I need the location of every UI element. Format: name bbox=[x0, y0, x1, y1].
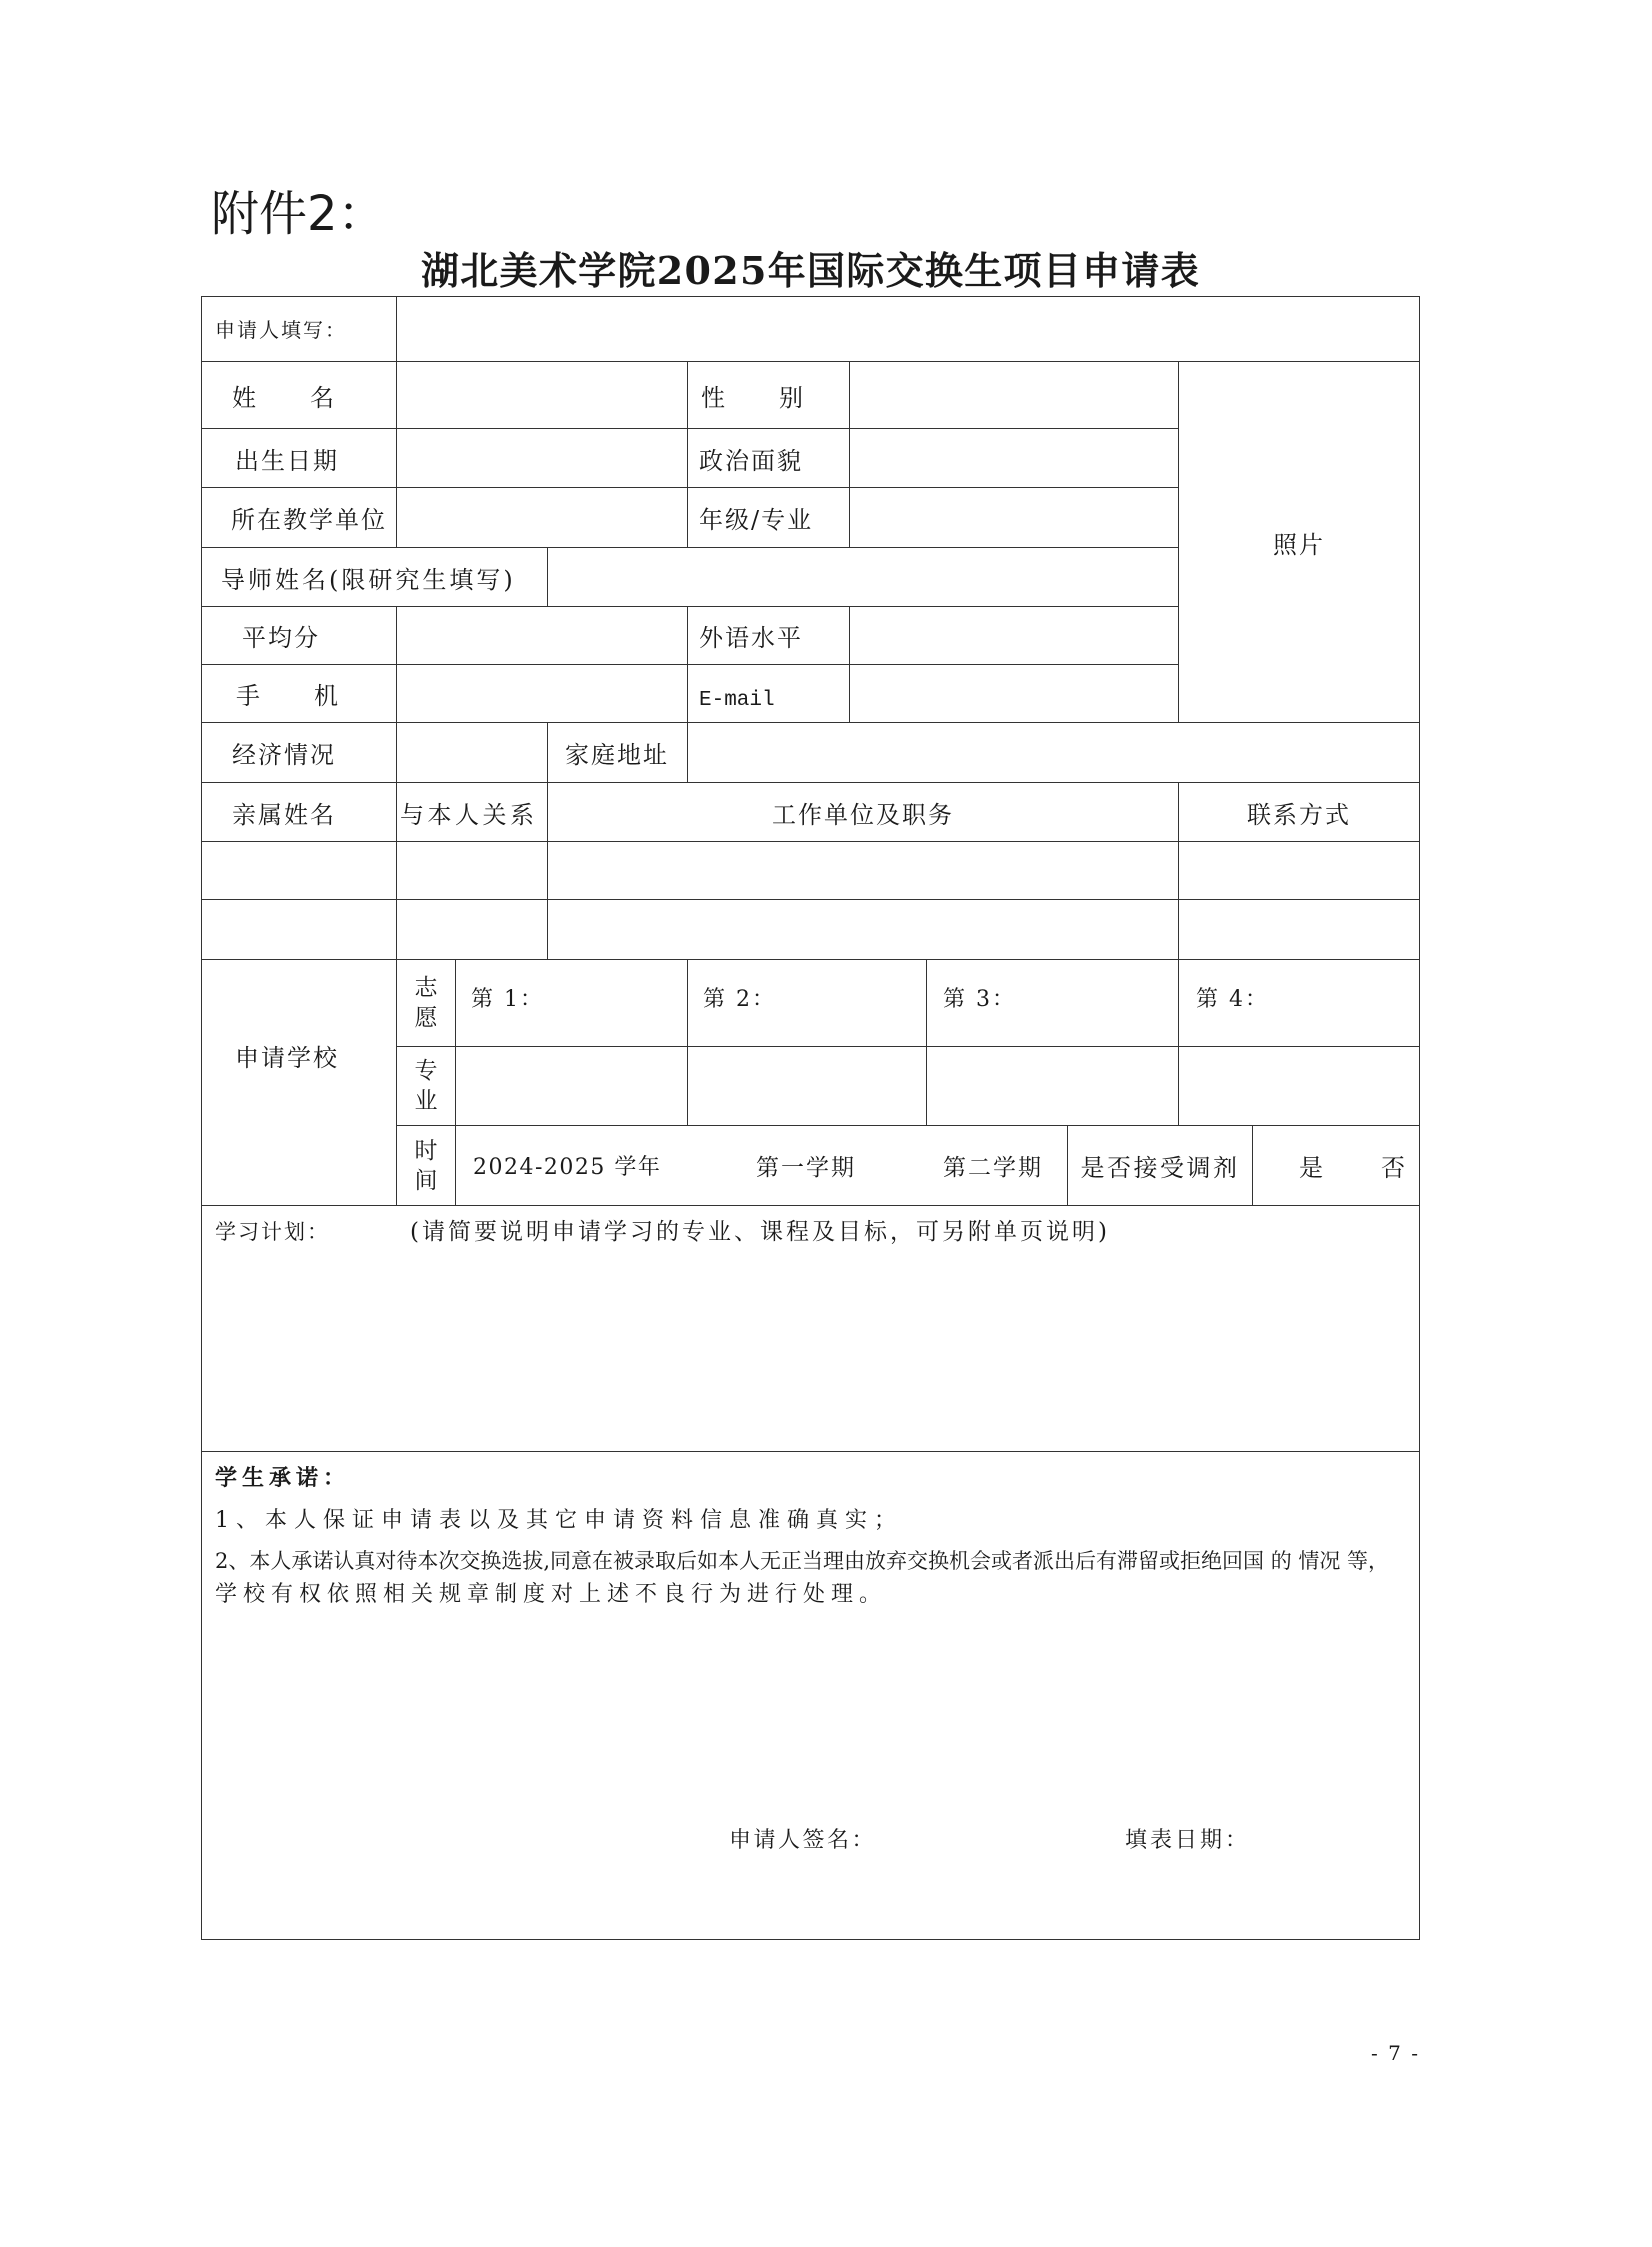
adjust-no: 否 bbox=[1381, 1154, 1407, 1182]
address-label: 家庭地址 bbox=[548, 723, 688, 783]
gender-value-cell bbox=[850, 362, 1179, 429]
major-1-cell bbox=[456, 1047, 688, 1126]
applicant-fill-cell bbox=[397, 296, 1420, 362]
adjust-options-cell bbox=[1253, 1126, 1420, 1206]
major-label-cell bbox=[397, 1047, 456, 1126]
pledge-line-3: 学校有权依照相关规章制度对上述不良行为进行处理。 bbox=[215, 1582, 888, 1607]
attachment-label: 附件2： bbox=[211, 186, 386, 242]
choice-2: 第 2： bbox=[688, 960, 927, 1047]
tutor-value-cell bbox=[548, 548, 1179, 607]
economic-label: 经济情况 bbox=[201, 723, 397, 783]
grade-major-value-cell bbox=[850, 488, 1179, 548]
major-2-cell bbox=[688, 1047, 927, 1126]
relative-row-2-name bbox=[201, 900, 397, 960]
study-plan-cell bbox=[201, 1206, 1420, 1452]
relative-row-1-name bbox=[201, 842, 397, 900]
gpa-label: 平均分 bbox=[201, 607, 397, 665]
preference-label-cell bbox=[397, 960, 456, 1047]
pledge-cell bbox=[201, 1452, 1420, 1940]
page-number: - 7 - bbox=[1371, 2041, 1420, 2065]
choice-4: 第 4： bbox=[1179, 960, 1420, 1047]
relative-row-1-contact bbox=[1179, 842, 1420, 900]
email-value-cell bbox=[850, 665, 1179, 723]
form-title: 湖北美术学院2025年国际交换生项目申请表 bbox=[420, 248, 1201, 293]
pledge-line-2: 2、本人承诺认真对待本次交换选拔,同意在被录取后如本人无正当理由放弃交换机会或者派出后有滞留或拒绝回国 的 情况 等， bbox=[215, 1549, 1390, 1573]
choice-3: 第 3： bbox=[927, 960, 1179, 1047]
political-label: 政治面貌 bbox=[688, 429, 850, 488]
relative-name-header: 亲属姓名 bbox=[201, 783, 397, 842]
phone-value-cell bbox=[397, 665, 688, 723]
name-label: 姓 名 bbox=[201, 362, 397, 429]
relative-row-2-contact bbox=[1179, 900, 1420, 960]
economic-value-cell bbox=[397, 723, 548, 783]
applicant-fill-label: 申请人填写： bbox=[201, 296, 397, 362]
unit-value-cell bbox=[397, 488, 688, 548]
date-label: 填表日期： bbox=[1125, 1828, 1251, 1853]
gpa-value-cell bbox=[397, 607, 688, 665]
major-4-cell bbox=[1179, 1047, 1420, 1126]
schools-label: 申请学校 bbox=[201, 960, 397, 1206]
pledge-label: 学生承诺： bbox=[215, 1465, 351, 1491]
relationship-header: 与本人关系 bbox=[397, 783, 548, 842]
address-value-cell bbox=[688, 723, 1420, 783]
semester-first: 第一学期 bbox=[756, 1155, 856, 1181]
major-label: 专业 bbox=[414, 1058, 438, 1114]
language-label: 外语水平 bbox=[688, 607, 850, 665]
application-form-table bbox=[201, 296, 1420, 1940]
time-label: 时间 bbox=[414, 1137, 438, 1194]
contact-header: 联系方式 bbox=[1179, 783, 1420, 842]
relative-row-2-workplace bbox=[548, 900, 1179, 960]
photo-label: 照片 bbox=[1273, 530, 1325, 559]
time-label-cell bbox=[397, 1126, 456, 1206]
adjust-label: 是否接受调剂 bbox=[1068, 1126, 1253, 1206]
birth-label: 出生日期 bbox=[201, 429, 397, 488]
language-value-cell bbox=[850, 607, 1179, 665]
email-label: E-mail bbox=[688, 665, 850, 723]
name-value-cell bbox=[397, 362, 688, 429]
gender-label: 性 别 bbox=[688, 362, 850, 429]
time-cell bbox=[456, 1126, 1068, 1206]
political-value-cell bbox=[850, 429, 1179, 488]
academic-year: 2024-2025 学年 bbox=[473, 1155, 662, 1180]
major-3-cell bbox=[927, 1047, 1179, 1126]
preference-label: 志愿 bbox=[414, 975, 438, 1031]
relative-row-1-workplace bbox=[548, 842, 1179, 900]
signature-label: 申请人签名： bbox=[729, 1828, 877, 1853]
relative-row-1-relationship bbox=[397, 842, 548, 900]
birth-value-cell bbox=[397, 429, 688, 488]
semester-second: 第二学期 bbox=[943, 1155, 1043, 1181]
unit-label: 所在教学单位 bbox=[201, 488, 397, 548]
tutor-label: 导师姓名(限研究生填写) bbox=[201, 548, 548, 607]
grade-major-label: 年级/专业 bbox=[688, 488, 850, 548]
phone-label: 手 机 bbox=[201, 665, 397, 723]
workplace-header: 工作单位及职务 bbox=[548, 783, 1179, 842]
photo-cell bbox=[1179, 362, 1420, 723]
study-plan-label: 学习计划： bbox=[215, 1220, 330, 1244]
study-plan-hint: (请简要说明申请学习的专业、课程及目标，可另附单页说明) bbox=[410, 1219, 1110, 1245]
relative-row-2-relationship bbox=[397, 900, 548, 960]
pledge-line-1: 1、本人保证申请表以及其它申请资料信息准确真实； bbox=[215, 1508, 903, 1533]
choice-1: 第 1： bbox=[456, 960, 688, 1047]
adjust-yes: 是 bbox=[1299, 1154, 1325, 1182]
